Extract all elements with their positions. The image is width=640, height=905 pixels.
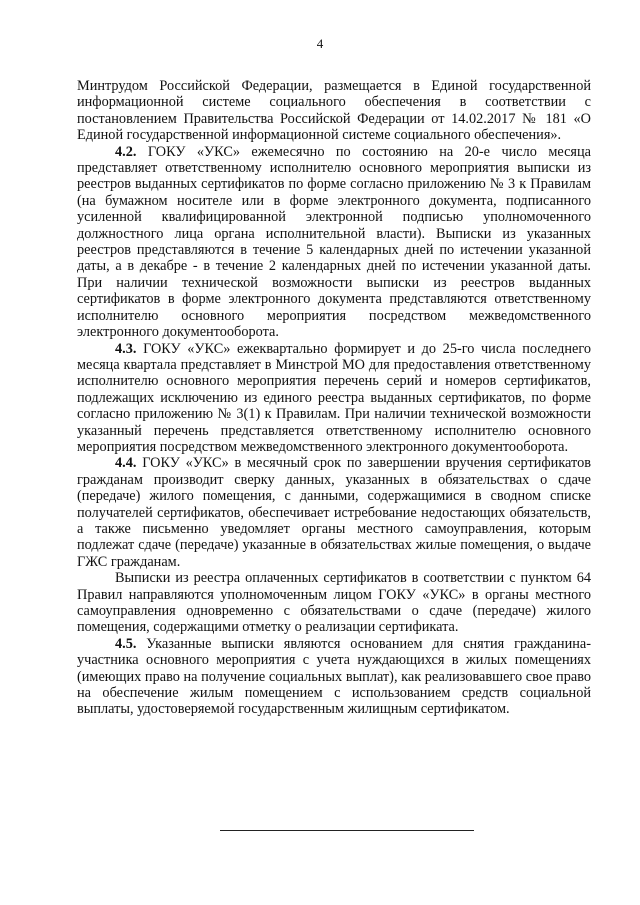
paragraph-text: ГОКУ «УКС» ежеквартально формирует и до 25-го числа последнего месяца квартала представляет в Минстрой МО для предоставления ответственному исполнителю основного мероприятия перечень серий и номеров сертификатов, подлежащих исключению из единого реестра выданных сертификатов, по форме согласно приложению № 3(1) к Правилам. При наличии технической возможности указанный перечень представляется ответственному исполнителю основного мероприятия посредством межведомственного электронного документооборота. [77,340,591,455]
paragraph-number: 4.5. [115,635,137,652]
paragraph-text: Минтрудом Российской Федерации, размещается в Единой государственной информационной системе социального обеспечения в соответствии с постановлением Правительства Российской Федерации от 14.02.2017 № 181 «О Единой государственной информационной системе социального обеспечения». [77,78,591,144]
paragraph-continuation [77,78,591,144]
page-number: 4 [316,36,324,51]
document-body [77,78,591,718]
paragraph-text: Указанные выписки являются основанием для снятия гражданина-участника основного мероприятия с учета нуждающихся в жилых помещениях (имеющих право на получение социальных выплат), как реализовавшего свое право на обеспечение жилым помещением с использованием средств социальной выплаты, удостоверяемой государственным жилищным сертификатом. [77,635,591,718]
paragraph-4-5 [77,636,591,718]
paragraph-4-3 [77,341,591,456]
paragraph-number: 4.2. [115,143,137,160]
paragraph-text: Выписки из реестра оплаченных сертификатов в соответствии с пунктом 64 Правил направляются уполномоченным лицом ГОКУ «УКС» в органы местного самоуправления одновременно с обязательствами о сдаче (передаче) жилого помещения, содержащими отметку о реализации сертификата. [77,570,591,636]
paragraph-text: ГОКУ «УКС» в месячный срок по завершении вручения сертификатов гражданам производит сверку данных, указанных в обязательствах о сдаче (передаче) жилого помещения, с данными, содержащимися в сводном списке получателей сертификатов, обеспечивает истребование недостающих обязательств, а также письменно уведомляет органы местного самоуправления, которым подлежат сдаче (передаче) указанные в обязательствах жилые помещения, о выдаче ГЖС гражданам. [77,455,591,570]
paragraph-number: 4.3. [115,340,137,357]
paragraph-number: 4.4. [115,455,137,472]
paragraph-4-2 [77,144,591,341]
closing-divider-line [220,830,474,831]
paragraph-4-4 [77,455,591,570]
paragraph-text: ГОКУ «УКС» ежемесячно по состоянию на 20-е число месяца представляет ответственному исполнителю основного мероприятия выписки из реестров выданных сертификатов по форме согласно приложению № 3 к Правилам (на бумажном носителе или в форме электронного документа, подписанного усиленной квалифицированной электронной подписью уполномоченного должностного лица органа исполнительной власти). Выписки из указанных реестров представляются в течение 5 календарных дней по истечении указанной даты, а в декабре - в течение 2 календарных дней по истечении указанной даты. При наличии технической возможности выписки из реестров выданных сертификатов в форме электронного документа представляются ответственному исполнителю основного мероприятия посредством межведомственного электронного документооборота. [77,143,591,341]
paragraph-extracts [77,570,591,636]
